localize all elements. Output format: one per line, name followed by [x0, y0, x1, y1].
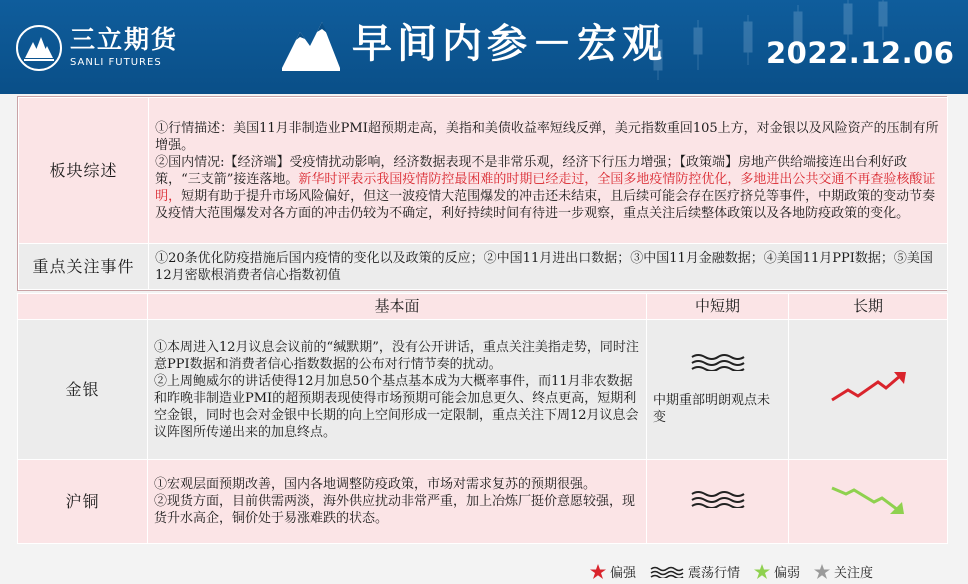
copper-fundamentals [148, 460, 647, 544]
gold-long [789, 320, 948, 460]
legend-focus-label: 关注度 [834, 566, 874, 581]
header-mid-short-term: 中短期 [647, 294, 789, 320]
summary-outlook-text: 短期有助于提升市场风险偏好，但这一波疫情大范围爆发的冲击还未结束，且后续可能会存在医疗挤兑等事件，中期政策的变动节奏及疫情大范围爆发对各方面的冲击仍较为不确定，利好持续时间有待进一步观察，重点关注后续整体政策以及各地防疫政策的变化。 [155, 188, 936, 221]
copper-label: 沪铜 [18, 460, 148, 544]
mountain-icon [278, 14, 344, 74]
bullish-arrow-icon [828, 370, 908, 404]
company-logo [16, 25, 178, 71]
summary-paragraph-2 [155, 154, 941, 222]
commodity-header-row [18, 294, 948, 320]
summary-table [18, 97, 948, 290]
legend-bearish [754, 562, 800, 581]
summary-row [19, 98, 948, 244]
legend-oscillation-label: 震荡行情 [688, 566, 741, 581]
legend [590, 562, 887, 581]
copper-paragraph-1: ①宏观层面预期改善，国内各地调整防疫政策，市场对需求复苏的预期很强。 [154, 477, 597, 492]
green-star-icon [754, 564, 770, 579]
sanli-logo-icon [16, 25, 62, 71]
header-long-term: 长期 [789, 294, 948, 320]
summary-domestic-text: ②国内情况:【经济端】受疫情扰动影响，经济数据表现不是非常乐观，经济下行压力增强；【政策端】房地产供给端接连出台利好政策，“三支箭”接连落地。 [155, 154, 908, 187]
events-row [19, 244, 948, 290]
copper-paragraph-2: ②现货方面，目前供需两淡，海外供应扰动非常严重，加上冶炼厂挺价意愿较强，现货升水高企，铜价处于易涨难跌的状态。 [154, 494, 636, 526]
events-label: 重点关注事件 [19, 244, 149, 290]
oscillation-icon [653, 353, 782, 376]
logo-english-name: SANLI FUTURES [70, 57, 162, 68]
report-date: 2022.12.06 [766, 36, 955, 70]
gold-mid-short [647, 320, 789, 460]
legend-focus [814, 562, 873, 581]
copper-long [789, 460, 948, 544]
grey-star-icon [814, 564, 830, 579]
wave-icon [650, 566, 684, 578]
legend-bearish-label: 偏弱 [774, 566, 801, 581]
summary-label: 板块综述 [19, 98, 149, 244]
gold-paragraph-2: ②上周鲍威尔的讲话使得12月加息50个基点基本成为大概率事件，而11月非农数据和昨晚非制造业PMI的超预期表现使得市场预期可能会加息更久、终点更高，短期利空金银，同时也会对金银中长期的向上空间形成一定限制，重点关注下周12月议息会议阵图所传递出来的加息终点。 [154, 373, 639, 440]
commodity-table [17, 293, 948, 544]
copper-mid-short [647, 460, 789, 544]
gold-row [18, 320, 948, 460]
report-body [17, 96, 947, 544]
summary-content [149, 98, 948, 244]
summary-paragraph-1: ①行情描述：美国11月非制造业PMI超预期走高，美指和美债收益率短线反弹，美元指数重回105上方，对金银以及风险资产的压制有所增强。 [155, 120, 939, 153]
bearish-arrow-icon [828, 482, 908, 516]
report-title: 早间内参－宏观 [352, 21, 667, 67]
summary-highlight-text: 新华时评表示我国疫情防控最困难的时期已经走过，全国多地疫情防控优化，多地进出公共交通不再查验核酸证明， [155, 171, 936, 204]
legend-bullish-label: 偏强 [610, 566, 637, 581]
legend-oscillation [650, 562, 740, 581]
header-fundamentals: 基本面 [148, 294, 647, 320]
gold-fundamentals [148, 320, 647, 460]
gold-label: 金银 [18, 320, 148, 460]
logo-chinese-name: 三立期货 [70, 25, 179, 54]
summary-box [17, 96, 947, 291]
gold-paragraph-1: ①本周进入12月议息会议前的“缄默期”，没有公开讲话，重点关注美指走势，同时注意PPI数据和消费者信心指数数据的公布对行情节奏的扰动。 [154, 339, 639, 372]
oscillation-icon [690, 490, 746, 508]
report-title-block [278, 14, 667, 74]
gold-mid-note: 中期重部明朗观点未变 [653, 393, 771, 425]
legend-bullish [590, 562, 636, 581]
report-header [0, 0, 968, 94]
events-content: ①20条优化防疫措施后国内疫情的变化以及政策的反应；②中国11月进出口数据；③中国11月金融数据；④美国11月PPI数据；⑤美国12月密歇根消费者信心指数初值 [149, 244, 948, 290]
copper-row [18, 460, 948, 544]
red-star-icon [590, 564, 606, 579]
